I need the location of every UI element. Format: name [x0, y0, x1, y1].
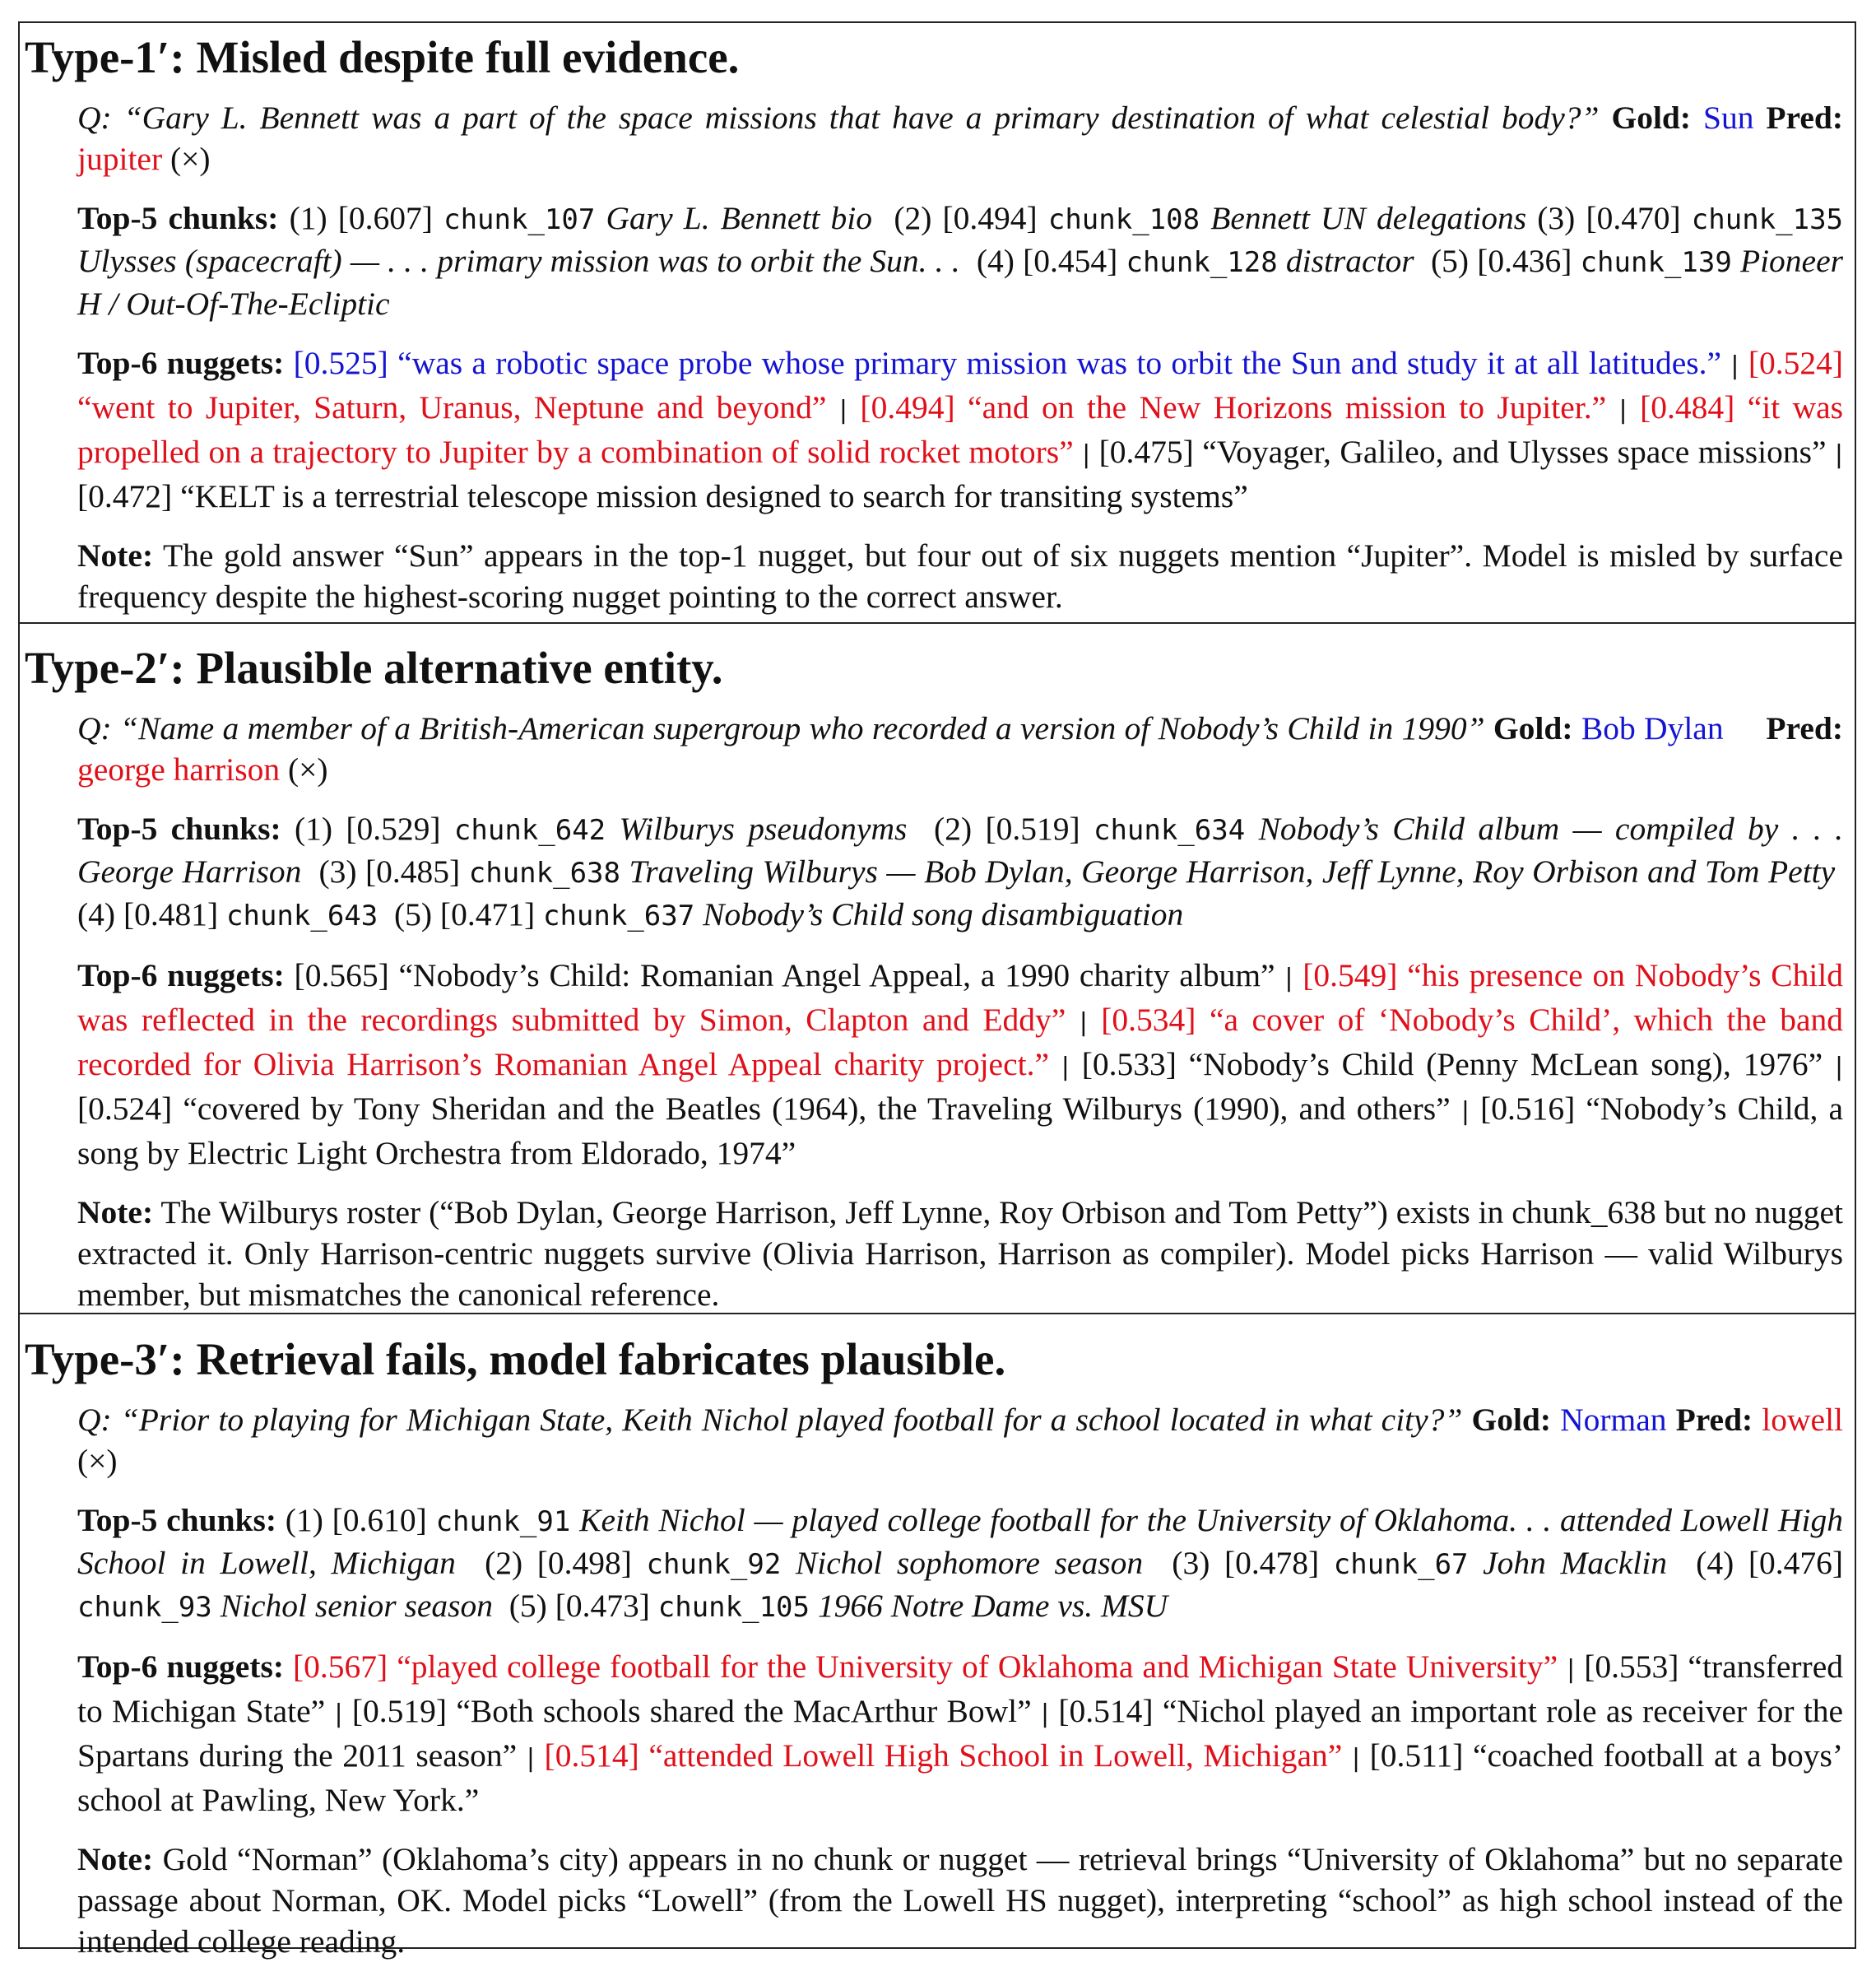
chunk-item: (5) [0.473] chunk_105 1966 Notre Dame vs. MSU — [508, 1588, 1168, 1624]
pred-label: Pred: — [1766, 710, 1843, 746]
nugget-item: [0.565] “Nobody’s Child: Romanian Angel Appeal, a 1990 charity album” — [294, 957, 1275, 993]
nugget-item: [0.553] “transferred to Michigan State” — [77, 1648, 1843, 1729]
nugget-item: [0.524] “covered by Tony Sheridan and the Beatles (1964), the Traveling Wilburys (1990), and others” — [77, 1090, 1451, 1127]
chunk-item: (1) [0.607] chunk_107 Gary L. Bennett bio — [289, 200, 873, 236]
chunk-item: (1) [0.529] chunk_642 Wilburys pseudonyms — [294, 811, 908, 847]
pred-mark: (×) — [287, 751, 328, 788]
chunk-id: chunk_643 — [226, 900, 378, 932]
chunk-id: chunk_108 — [1047, 203, 1200, 236]
nugget-separator: | — [838, 396, 847, 425]
chunk-id: chunk_637 — [542, 900, 695, 932]
nugget-item: [0.524] “went to Jupiter, Saturn, Uranus, Neptune and beyond” — [77, 345, 1844, 425]
nugget-item: [0.534] “a cover of ‘Nobody’s Child’, which the band recorded for Olivia Harrison’s Romanian Angel Appeal charity project.” — [77, 1002, 1844, 1082]
nugget-item: [0.494] “and on the New Horizons mission to Jupiter.” — [860, 389, 1607, 425]
nugget-item: [0.472] “KELT is a terrestrial telescope mission designed to search for transiting systems” — [77, 478, 1248, 514]
nugget-separator: | — [1834, 440, 1844, 469]
pred-answer: george harrison — [77, 751, 281, 788]
note-paragraph — [77, 535, 1843, 617]
note-label: Note: — [77, 1841, 154, 1877]
pred-mark: (×) — [169, 141, 211, 177]
question: Q: “Prior to playing for Michigan State, Keith Nichol played football for a school located in what city?” — [77, 1402, 1463, 1438]
chunk-id: chunk_642 — [453, 814, 606, 847]
nugget-separator: | — [1079, 1008, 1088, 1037]
nugget-item: [0.525] “was a robotic space probe whose primary mission was to orbit the Sun and study it at all latitudes.” — [293, 345, 1722, 381]
nugget-item: [0.519] “Both schools shared the MacArthur Bowl” — [351, 1693, 1032, 1729]
nugget-separator: | — [1730, 351, 1739, 380]
nugget-separator: | — [1618, 396, 1628, 425]
question: Q: “Name a member of a British-American supergroup who recorded a version of Nobody’s Child in 1990” — [77, 710, 1485, 746]
chunk-id: chunk_107 — [443, 203, 596, 236]
nugget-item: [0.567] “played college football for the University of Oklahoma and Michigan State University” — [293, 1648, 1558, 1685]
chunk-id: chunk_67 — [1333, 1548, 1469, 1581]
nugget-separator: | — [334, 1700, 343, 1728]
pred-mark: (×) — [77, 1443, 118, 1479]
chunk-item: (1) [0.610] chunk_91 Keith Nichol — played college football for the University of Oklahoma. . . attended Lowell High School in Lowell, Michigan — [77, 1502, 1844, 1581]
gold-label: Gold: — [1611, 100, 1692, 136]
section-divider — [20, 1313, 1855, 1314]
section-body — [77, 1399, 1843, 1962]
nugget-separator: | — [1460, 1097, 1470, 1126]
note-label: Note: — [77, 537, 154, 574]
note-text: The gold answer “Sun” appears in the top-1 nugget, but four out of six nuggets mention “Jupiter”. Model is misled by surface frequency despite the highest-scoring nugget pointing to the correct answer. — [77, 537, 1843, 615]
chunks-label: Top-5 chunks: — [77, 200, 279, 236]
pred-label: Pred: — [1766, 100, 1844, 136]
gold-label: Gold: — [1471, 1402, 1552, 1438]
chunk-item: (4) [0.454] chunk_128 distractor — [976, 243, 1414, 279]
gold-answer: Norman — [1560, 1402, 1667, 1438]
section-divider — [20, 622, 1855, 624]
gold-answer: Sun — [1703, 100, 1754, 136]
nuggets-paragraph — [77, 955, 1843, 1174]
chunk-id: chunk_92 — [646, 1548, 782, 1581]
nugget-separator: | — [1351, 1744, 1361, 1773]
chunk-id: chunk_139 — [1580, 246, 1732, 279]
chunk-item: (4) [0.476] chunk_93 Nichol senior season — [77, 1545, 1844, 1624]
chunk-id: chunk_135 — [1691, 203, 1844, 236]
nuggets-paragraph — [77, 342, 1843, 517]
nugget-item: [0.511] “coached football at a boys’ school at Pawling, New York.” — [77, 1737, 1843, 1818]
pred-label: Pred: — [1675, 1402, 1753, 1438]
nugget-separator: | — [1567, 1655, 1576, 1684]
note-label: Note: — [77, 1194, 154, 1230]
nugget-item: [0.533] “Nobody’s Child (Penny McLean song), 1976” — [1081, 1046, 1823, 1082]
nugget-separator: | — [1284, 964, 1293, 993]
nugget-item: [0.516] “Nobody’s Child, a song by Electric Light Orchestra from Eldorado, 1974” — [77, 1090, 1843, 1171]
nugget-item: [0.475] “Voyager, Galileo, and Ulysses space missions” — [1098, 434, 1827, 470]
nuggets-label: Top-6 nuggets: — [77, 345, 285, 381]
gold-label: Gold: — [1493, 710, 1573, 746]
nugget-item: [0.484] “it was propelled on a trajectory to Jupiter by a combination of solid rocket motors” — [77, 389, 1844, 470]
chunk-item: (3) [0.470] chunk_135 Ulysses (spacecraft) — . . . primary mission was to orbit the Sun. . . — [77, 200, 1844, 279]
nugget-separator: | — [1834, 1053, 1844, 1081]
qa-line — [77, 97, 1843, 179]
pred-answer: lowell — [1762, 1402, 1844, 1438]
chunk-item: (2) [0.498] chunk_92 Nichol sophomore season — [485, 1545, 1144, 1581]
nugget-separator: | — [1040, 1700, 1050, 1728]
pred-answer: jupiter — [77, 141, 163, 177]
section-body — [77, 708, 1843, 1315]
nugget-separator: | — [526, 1744, 535, 1773]
section-title: Type-3′: Retrieval fails, model fabricates plausible. — [25, 1334, 1006, 1384]
chunk-item: (5) [0.436] chunk_139 Pioneer H / Out-Of-The-Ecliptic — [77, 243, 1843, 322]
section-body — [77, 97, 1843, 617]
note-text: Gold “Norman” (Oklahoma’s city) appears in no chunk or nugget — retrieval brings “University of Oklahoma” but no separate passage about Norman, OK. Model picks “Lowell” (from the Lowell HS nugget), interpreting “school” as high school instead of the intended college reading. — [77, 1841, 1844, 1960]
chunks-paragraph — [77, 808, 1843, 937]
qa-line — [77, 1399, 1843, 1481]
question: Q: “Gary L. Bennett was a part of the space missions that have a primary destination of what celestial body?” — [77, 100, 1600, 136]
note-paragraph — [77, 1839, 1843, 1962]
chunk-item: (2) [0.519] chunk_634 Nobody’s Child album — compiled by . . . George Harrison — [77, 811, 1843, 890]
nuggets-label: Top-6 nuggets: — [77, 1648, 284, 1685]
chunk-id: chunk_128 — [1126, 246, 1278, 279]
chunk-item: (4) [0.481] chunk_643 — [77, 896, 378, 932]
note-paragraph — [77, 1192, 1843, 1315]
qa-line — [77, 708, 1843, 790]
nugget-item: [0.549] “his presence on Nobody’s Child was reflected in the recordings submitted by Simon, Clapton and Eddy” — [77, 957, 1844, 1038]
chunks-paragraph — [77, 1500, 1843, 1628]
chunks-label: Top-5 chunks: — [77, 1502, 277, 1538]
figure-frame — [18, 21, 1856, 1960]
chunks-paragraph — [77, 198, 1843, 324]
nugget-item: [0.514] “Nichol played an important role as receiver for the Spartans during the 2011 season” — [77, 1693, 1844, 1774]
chunks-label: Top-5 chunks: — [77, 811, 281, 847]
nugget-separator: | — [1082, 440, 1091, 469]
chunk-item: (3) [0.485] chunk_638 Traveling Wilburys — Bob Dylan, George Harrison, Jeff Lynne, Roy Orbison and Tom Petty — [318, 853, 1836, 890]
section-title: Type-2′: Plausible alternative entity. — [25, 643, 723, 693]
chunk-item: (5) [0.471] chunk_637 Nobody’s Child song disambiguation — [393, 896, 1184, 932]
chunk-id: chunk_91 — [435, 1505, 571, 1538]
chunk-item: (3) [0.478] chunk_67 John Macklin — [1172, 1545, 1667, 1581]
nugget-separator: | — [1061, 1053, 1070, 1081]
chunk-id: chunk_638 — [468, 857, 620, 890]
nugget-item: [0.514] “attended Lowell High School in Lowell, Michigan” — [544, 1737, 1343, 1774]
chunk-id: chunk_93 — [77, 1591, 212, 1624]
nuggets-paragraph — [77, 1646, 1843, 1821]
chunk-id: chunk_105 — [657, 1591, 810, 1624]
note-text: The Wilburys roster (“Bob Dylan, George Harrison, Jeff Lynne, Roy Orbison and Tom Petty”) exists in chunk_638 but no nugget extracted it. Only Harrison-centric nuggets survive (Olivia Harrison, Harrison as compiler). Model picks Harrison — valid Wilburys member, but mismatches the canonical reference. — [77, 1194, 1843, 1313]
gold-answer: Bob Dylan — [1581, 710, 1724, 746]
nuggets-label: Top-6 nuggets: — [77, 957, 285, 993]
chunk-id: chunk_634 — [1093, 814, 1246, 847]
section-title: Type-1′: Misled despite full evidence. — [25, 32, 740, 82]
chunk-item: (2) [0.494] chunk_108 Bennett UN delegations — [894, 200, 1527, 236]
